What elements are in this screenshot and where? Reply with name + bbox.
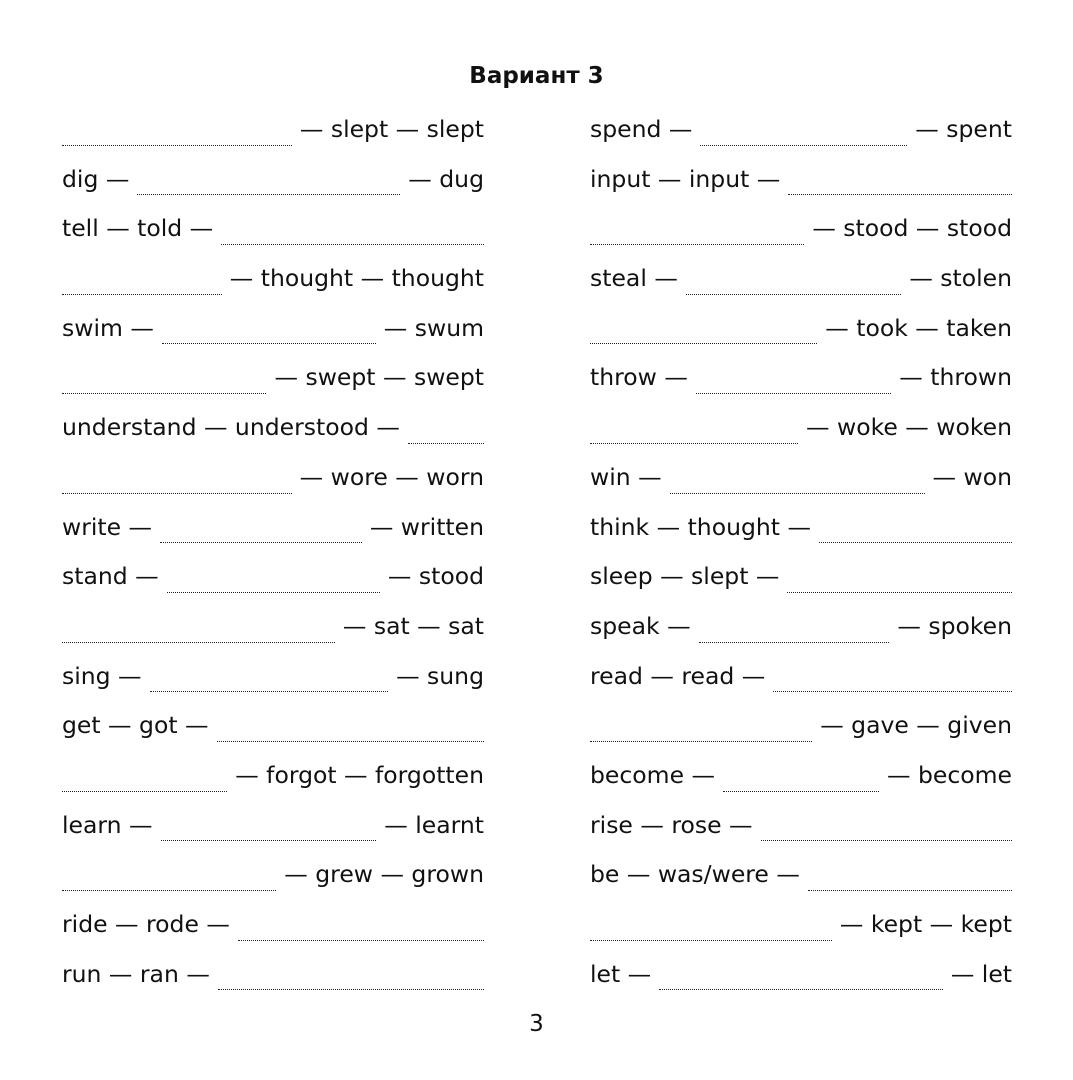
verb-form-after: — become [887,760,1012,789]
verb-form-after: — woke — woken [806,413,1012,442]
exercise-row [62,307,484,357]
answer-blank[interactable] [62,492,292,494]
answer-blank[interactable] [699,641,890,643]
exercise-row [590,257,1012,307]
exercise-row [590,207,1012,257]
exercise-row [590,804,1012,854]
exercise-row [62,356,484,406]
exercise-row [62,555,484,605]
answer-blank[interactable] [221,243,484,245]
verb-form-before: ride — rode — [62,910,230,938]
exercise-row [590,903,1012,953]
exercise-row [62,754,484,804]
verb-form-before: understand — understood — [62,413,400,442]
verb-form-before: write — [62,512,153,541]
verb-form-after: — slept — slept [299,115,484,143]
exercise-row [590,953,1012,1003]
verb-form-after: — wore — worn [299,462,484,491]
exercise-row [62,257,484,307]
answer-blank[interactable] [723,790,879,792]
answer-blank[interactable] [408,442,484,444]
right-column [590,108,1012,1002]
answer-blank[interactable] [590,243,804,245]
verb-form-before: input — input — [590,164,781,193]
answer-blank[interactable] [700,144,907,146]
verb-form-after: — swept — swept [274,363,484,392]
exercise-row [590,555,1012,605]
exercise-row [590,506,1012,556]
verb-form-before: throw — [590,363,688,392]
answer-blank[interactable] [150,690,389,692]
exercise-row [590,158,1012,208]
answer-blank[interactable] [62,790,227,792]
verb-form-after: — swum [383,313,484,342]
exercise-row [62,456,484,506]
verb-form-before: spend — [590,115,693,143]
exercise-row [62,853,484,903]
verb-form-before: win — [590,462,662,491]
verb-form-after: — stood — stood [812,214,1012,243]
exercise-row [590,406,1012,456]
verb-form-after: — thrown [899,363,1012,392]
verb-form-after: — took — taken [825,313,1012,342]
verb-form-before: run — ran — [62,959,210,988]
answer-blank[interactable] [137,193,400,195]
verb-form-before: stand — [62,562,159,591]
answer-blank[interactable] [696,392,891,394]
answer-blank[interactable] [670,492,925,494]
answer-blank[interactable] [62,293,222,295]
exercise-row [62,953,484,1003]
verb-form-after: — stolen [909,264,1012,293]
answer-blank[interactable] [161,839,377,841]
left-column [62,108,484,1002]
exercise-row [590,605,1012,655]
answer-blank[interactable] [62,889,276,891]
verb-form-before: sleep — slept — [590,562,780,591]
exercise-row [590,655,1012,705]
exercise-row [590,356,1012,406]
answer-blank[interactable] [62,392,266,394]
verb-form-after: — won [932,462,1012,491]
exercise-row [590,108,1012,158]
answer-blank[interactable] [160,541,362,543]
exercise-row [62,903,484,953]
verb-form-before: rise — rose — [590,810,753,839]
answer-blank[interactable] [162,342,376,344]
verb-form-before: swim — [62,313,154,342]
exercise-row [62,804,484,854]
verb-form-after: — sung [396,661,484,690]
exercise-row [590,853,1012,903]
verb-form-after: — stood [387,562,484,591]
answer-blank[interactable] [773,690,1012,692]
verb-form-before: dig — [62,164,130,193]
exercise-row [590,456,1012,506]
answer-blank[interactable] [217,740,484,742]
verb-form-before: steal — [590,264,678,293]
answer-blank[interactable] [686,293,901,295]
exercise-row [590,754,1012,804]
answer-blank[interactable] [590,342,817,344]
verb-form-after: — spent [915,115,1012,143]
answer-blank[interactable] [590,740,812,742]
answer-blank[interactable] [819,541,1012,543]
verb-form-after: — gave — given [820,711,1012,740]
verb-form-before: speak — [590,611,691,640]
exercise-row [62,158,484,208]
verb-form-after: — dug [408,164,484,193]
answer-blank[interactable] [238,939,484,941]
exercise-row [62,506,484,556]
page-number: 3 [529,1011,544,1037]
verb-form-before: sing — [62,661,142,690]
exercise-row [590,307,1012,357]
answer-blank[interactable] [808,889,1012,891]
answer-blank[interactable] [167,591,380,593]
answer-blank[interactable] [62,641,335,643]
answer-blank[interactable] [788,193,1012,195]
verb-form-after: — spoken [897,611,1012,640]
exercise-row [590,704,1012,754]
exercise-row [62,108,484,158]
page-title: Вариант 3 [469,63,604,89]
answer-blank[interactable] [62,144,292,146]
verb-form-before: read — read — [590,661,766,690]
verb-form-before: think — thought — [590,512,811,541]
exercise-row [62,207,484,257]
answer-blank[interactable] [761,839,1012,841]
verb-form-before: let — [590,959,652,988]
exercise-row [62,406,484,456]
verb-form-after: — forgot — forgotten [235,760,484,789]
verb-form-after: — kept — kept [839,910,1012,938]
verb-form-before: get — got — [62,711,209,740]
verb-form-after: — learnt [384,810,484,839]
verb-form-before: be — was/were — [590,860,800,889]
answer-blank[interactable] [590,939,832,941]
answer-blank[interactable] [218,988,484,990]
verb-form-after: — let [950,959,1012,988]
verb-form-after: — grew — grown [284,860,484,889]
exercise-row [62,655,484,705]
verb-form-before: become — [590,760,715,789]
exercise-row [62,605,484,655]
answer-blank[interactable] [659,988,943,990]
answer-blank[interactable] [590,442,798,444]
verb-form-before: learn — [62,810,153,839]
verb-form-after: — written [369,512,484,541]
verb-form-after: — sat — sat [342,611,484,640]
exercise-row [62,704,484,754]
verb-form-after: — thought — thought [229,264,484,293]
answer-blank[interactable] [787,591,1012,593]
verb-form-before: tell — told — [62,214,214,243]
